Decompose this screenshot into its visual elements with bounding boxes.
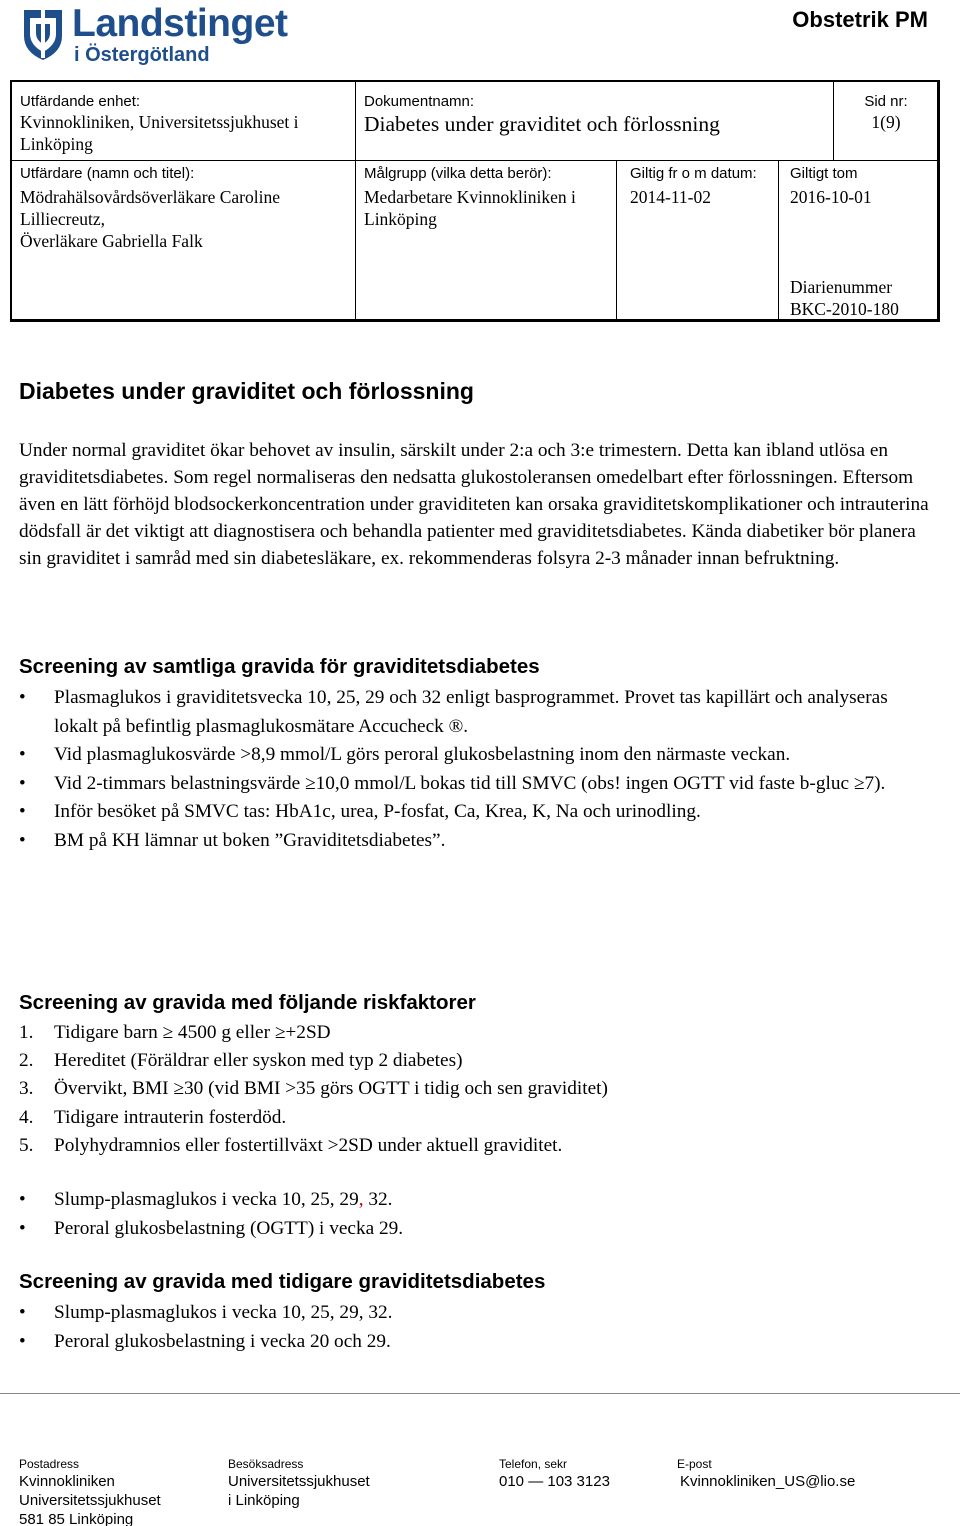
valid-from-value: 2014-11-02	[630, 187, 712, 207]
section-heading-all-pregnant: Screening av samtliga gravida för graviditetsdiabetes	[19, 655, 540, 678]
list-text: Tidigare intrauterin fosterdöd.	[54, 1106, 287, 1128]
author-line-2: Lilliecreutz,	[20, 209, 106, 229]
section-all-pregnant-list	[19, 684, 919, 855]
list-item	[19, 1104, 919, 1132]
target-group-line-2: Linköping	[364, 209, 437, 229]
document-name-value: Diabetes under graviditet och förlossning	[364, 112, 720, 136]
risk-factor-list	[19, 1019, 919, 1160]
footer-phone-label: Telefon, sekr	[499, 1457, 568, 1471]
author-line-3: Överläkare Gabriella Falk	[20, 231, 203, 251]
list-item: • Vid plasmaglukosvärde >8,9 mmol/L görs peroral glukosbelastning inom den närmaste veckan.	[19, 741, 919, 770]
risk-factor-screening-list	[19, 1186, 919, 1243]
list-text: Tidigare barn ≥ 4500 g eller ≥+2SD	[54, 1022, 331, 1043]
footer-divider	[0, 1393, 960, 1394]
list-item: • Slump-plasmaglukos i vecka 10, 25, 29, 32.	[19, 1299, 919, 1328]
list-item	[19, 1186, 919, 1215]
list-item: • Peroral glukosbelastning i vecka 20 och 29.	[19, 1328, 919, 1357]
list-item: • Inför besöket på SMVC tas: HbA1c, urea, P-fosfat, Ca, Krea, K, Na och urinodling.	[19, 798, 919, 827]
document-name-cell	[364, 92, 720, 137]
landstinget-logo	[18, 2, 298, 68]
list-number: 4.	[19, 1106, 34, 1128]
footer-postal-address	[19, 1456, 161, 1526]
target-group-line-1: Medarbetare Kvinnokliniken i	[364, 187, 576, 207]
issuing-unit-cell	[20, 92, 299, 155]
footer-visiting-line-2: i Linköping	[228, 1492, 300, 1509]
footer-visiting-label: Besöksadress	[228, 1457, 304, 1471]
section-heading-risk-factors: Screening av gravida med följande riskfaktorer	[19, 991, 476, 1014]
list-text: 32.	[363, 1189, 393, 1210]
valid-from-label: Giltig fr o m datum:	[630, 165, 757, 182]
author-cell	[20, 164, 280, 252]
target-group-label: Målgrupp (vilka detta berör):	[364, 165, 552, 182]
valid-to-cell	[790, 164, 872, 208]
list-text: Polyhydramnios eller fostertillväxt >2SD under aktuell graviditet.	[54, 1134, 563, 1156]
footer-visiting-line-1: Universitetssjukhuset	[228, 1473, 370, 1490]
author-line-1: Mödrahälsovårdsöverläkare Caroline	[20, 187, 280, 207]
document-header-table	[10, 80, 940, 322]
page-number-label: Sid nr:	[864, 93, 908, 110]
list-item	[19, 1019, 919, 1047]
section-heading-previous-diabetes: Screening av gravida med tidigare graviditetsdiabetes	[19, 1270, 546, 1293]
registry-number-cell	[790, 276, 899, 320]
page-number-cell	[834, 92, 938, 133]
list-item: • Vid 2-timmars belastningsvärde ≥10,0 mmol/L bokas tid till SMVC (obs! ingen OGTT vid faste b-gluc ≥7).	[19, 770, 919, 799]
intro-paragraph: Under normal graviditet ökar behovet av insulin, särskilt under 2:a och 3:e trimestern. Detta kan ibland utlösa en graviditetsdiabetes. Som regel normaliseras den nedsatta glukostoleransen omedelbart efter förlossningen. Eftersom även en lätt förhöjd blodsockerkoncentration under graviditeten kan orsaka graviditetskomplikationer och intrauterina dödsfall är det viktigt att diagnostisera och behandla patienter med graviditetsdiabetes. Kända diabetiker bör planera sin graviditet i samråd med sin diabetesläkare, ex. rekommenderas folsyra 2-3 månader innan befruktning.	[19, 440, 929, 569]
highlighted-comma: ,	[358, 1189, 364, 1210]
valid-to-value: 2016-10-01	[790, 187, 872, 207]
footer-visiting-address	[228, 1456, 370, 1510]
list-item	[19, 1047, 919, 1075]
footer-email	[677, 1456, 855, 1491]
page-number-value: 1(9)	[871, 112, 901, 132]
list-text: Övervikt, BMI ≥30 (vid BMI >35 görs OGTT i tidig och sen graviditet)	[54, 1078, 608, 1100]
list-item	[19, 1075, 919, 1103]
footer-postal-line-1: Kvinnokliniken	[19, 1473, 115, 1490]
valid-to-label: Giltigt tom	[790, 165, 858, 182]
list-number: 2.	[19, 1050, 34, 1072]
target-group-cell	[364, 164, 576, 230]
issuing-unit-line-2: Linköping	[20, 134, 93, 154]
author-label: Utfärdare (namn och titel):	[20, 165, 195, 182]
issuing-unit-line-1: Kvinnokliniken, Universitetssjukhuset i	[20, 112, 299, 132]
list-item: • BM på KH lämnar ut boken ”Graviditetsdiabetes”.	[19, 827, 919, 856]
list-number: 3.	[19, 1078, 34, 1100]
list-number: 1.	[19, 1022, 34, 1043]
list-item: • Plasmaglukos i graviditetsvecka 10, 25, 29 och 32 enligt basprogrammet. Provet tas kapillärt och analyseras lokalt på befintlig plasmaglukosmätare Accucheck ®.	[19, 684, 919, 741]
previous-diabetes-list	[19, 1299, 919, 1356]
list-item	[19, 1132, 919, 1160]
valid-from-cell	[630, 164, 757, 208]
footer-postal-label: Postadress	[19, 1457, 80, 1471]
issuing-unit-label: Utfärdande enhet:	[20, 93, 141, 110]
list-text: Hereditet (Föräldrar eller syskon med typ 2 diabetes)	[54, 1050, 463, 1072]
logo-name: Landstinget	[72, 2, 288, 45]
footer-phone	[499, 1456, 610, 1491]
footer-postal-line-2: Universitetssjukhuset	[19, 1492, 161, 1509]
landstinget-logo-icon	[18, 6, 68, 62]
registry-number-label: Diarienummer	[790, 277, 893, 297]
footer-phone-value: 010 — 103 3123	[499, 1473, 610, 1490]
logo-subtitle: i Östergötland	[74, 44, 210, 66]
list-number: 5.	[19, 1134, 34, 1156]
footer-email-label: E-post	[677, 1457, 712, 1471]
footer-postal-line-3: 581 85 Linköping	[19, 1511, 134, 1526]
document-name-label: Dokumentnamn:	[364, 93, 475, 110]
list-text: Slump-plasmaglukos i vecka 10, 25, 29	[54, 1189, 359, 1210]
footer-email-value[interactable]: Kvinnokliniken_US@lio.se	[680, 1473, 856, 1490]
document-title: Diabetes under graviditet och förlossning	[19, 378, 474, 404]
registry-number-value: BKC-2010-180	[790, 299, 899, 319]
department-title: Obstetrik PM	[792, 7, 928, 32]
list-item: • Peroral glukosbelastning (OGTT) i vecka 29.	[19, 1215, 919, 1244]
